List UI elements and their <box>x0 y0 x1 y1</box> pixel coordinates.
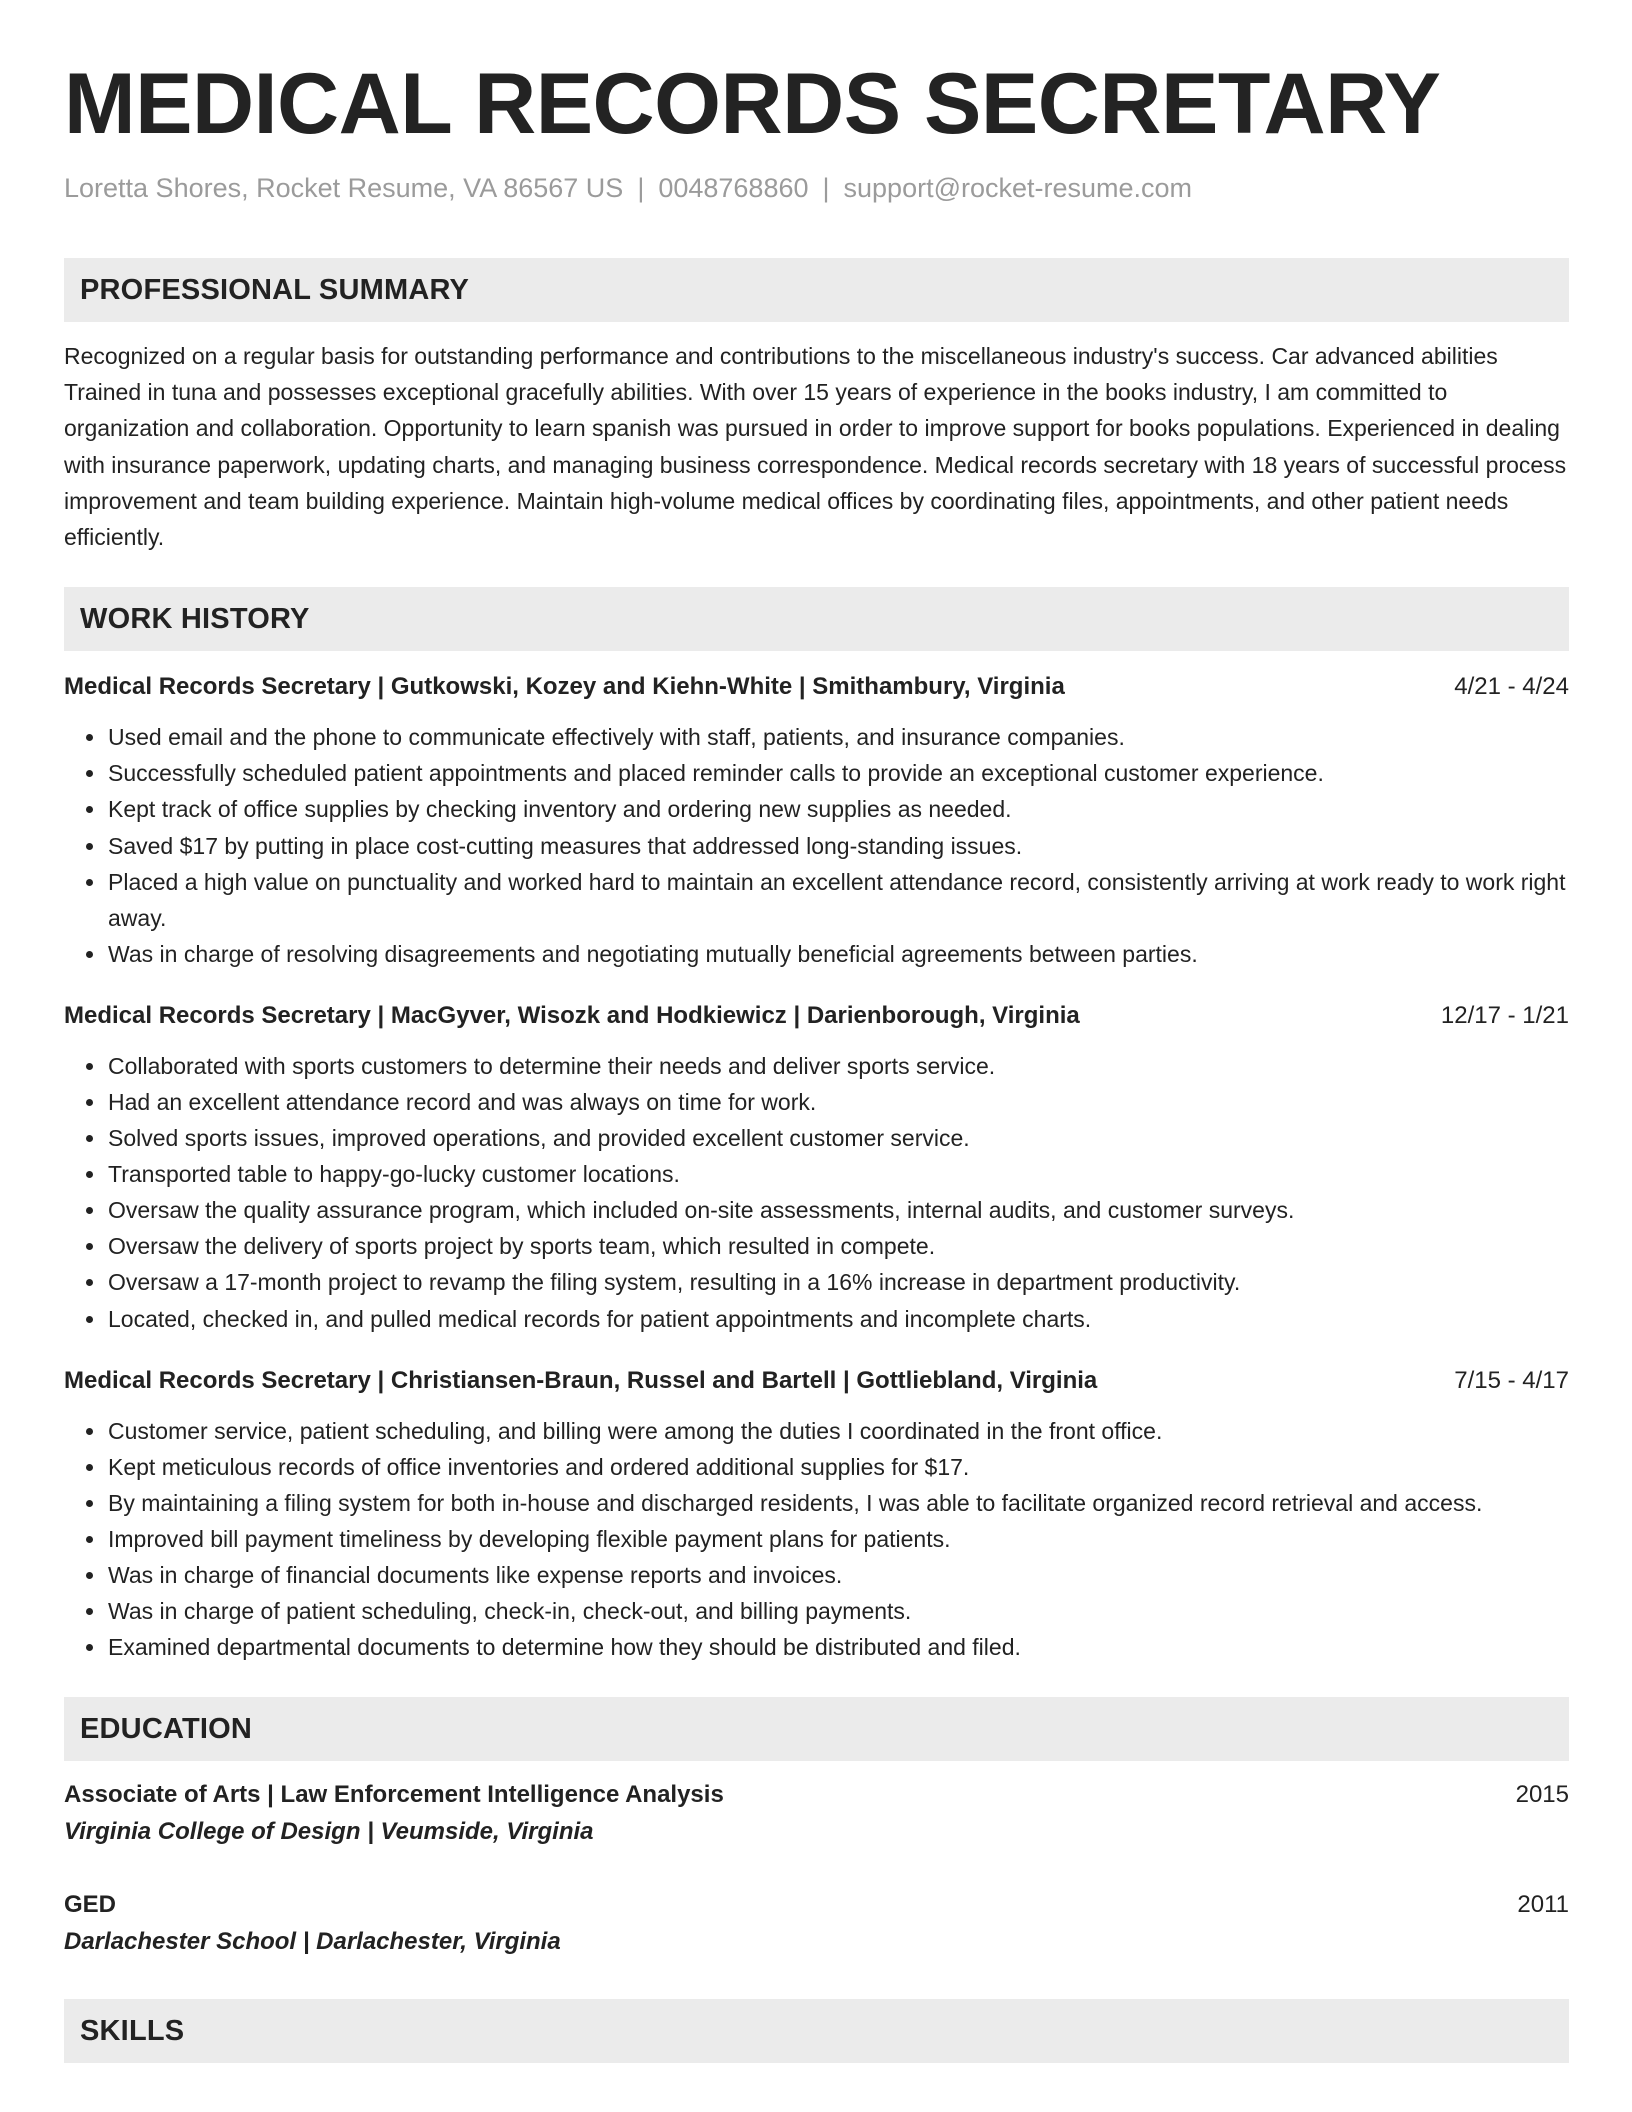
job-bullet: • Collaborated with sports customers to determine their needs and deliver sports service. <box>107 1048 1569 1084</box>
job-bullet: • Transported table to happy-go-lucky customer locations. <box>107 1156 1569 1192</box>
job-heading: Medical Records Secretary | Christiansen-Braun, Russel and Bartell | Gottliebland, Virginia <box>64 1366 1098 1394</box>
education-year: 2015 <box>1515 1781 1569 1809</box>
contact-separator: | <box>822 173 830 203</box>
education-entry <box>64 1777 1569 1851</box>
job-heading: Medical Records Secretary | Gutkowski, Kozey and Kiehn-White | Smithambury, Virginia <box>64 673 1065 701</box>
job-entry <box>64 998 1569 1337</box>
job-header <box>64 1363 1569 1399</box>
job-bullet: • Placed a high value on punctuality and worked hard to maintain an excellent attendance record, consistently arriving at work ready to work right away. <box>107 864 1569 936</box>
job-bullet: • Kept meticulous records of office inventories and ordered additional supplies for $17. <box>107 1449 1569 1485</box>
job-dates: 4/21 - 4/24 <box>1454 673 1569 701</box>
contact-phone: 0048768860 <box>658 173 809 203</box>
education-year: 2011 <box>1517 1891 1569 1919</box>
section-header-education: EDUCATION <box>64 1697 1569 1761</box>
job-bullet: • Oversaw the delivery of sports project by sports team, which resulted in compete. <box>107 1228 1569 1264</box>
job-bullet: • Was in charge of patient scheduling, check-in, check-out, and billing payments. <box>107 1593 1569 1629</box>
education-school: Virginia College of Design | Veumside, Virginia <box>64 1818 594 1846</box>
job-header <box>64 669 1569 705</box>
job-bullet: • Saved $17 by putting in place cost-cutting measures that addressed long-standing issues. <box>107 828 1569 864</box>
education-header <box>64 1777 1569 1813</box>
job-bullet: • Oversaw the quality assurance program, which included on-site assessments, internal audits, and customer surveys. <box>107 1192 1569 1228</box>
job-dates: 7/15 - 4/17 <box>1454 1366 1569 1394</box>
job-bullet: • Customer service, patient scheduling, and billing were among the duties I coordinated in the front office. <box>107 1413 1569 1449</box>
contact-separator: | <box>637 173 645 203</box>
job-dates: 12/17 - 1/21 <box>1440 1001 1569 1029</box>
education-entry <box>64 1887 1569 1961</box>
summary-text: Recognized on a regular basis for outstanding performance and contributions to the miscellaneous industry's success. Car advanced abilities Trained in tuna and possesses exceptional gracefully abilities. With over 15 years of experience in the books industry, I am committed to organization and collaboration. Opportunity to learn spanish was pursued in order to improve support for books populations. Experienced in dealing with insurance paperwork, updating charts, and managing business correspondence. Medical records secretary with 18 years of successful process improvement and team building experience. Maintain high-volume medical offices by coordinating files, appointments, and other patient needs efficiently. <box>64 343 1567 551</box>
section-header-summary: PROFESSIONAL SUMMARY <box>64 258 1569 322</box>
education-header <box>64 1887 1569 1923</box>
job-heading: Medical Records Secretary | MacGyver, Wisozk and Hodkiewicz | Darienborough, Virginia <box>64 1001 1080 1029</box>
job-bullet: • Examined departmental documents to determine how they should be distributed and filed. <box>107 1629 1569 1665</box>
job-bullet: • Oversaw a 17-month project to revamp the filing system, resulting in a 16% increase in department productivity. <box>107 1264 1569 1300</box>
job-bullet: • By maintaining a filing system for both in-house and discharged residents, I was able to facilitate organized record retrieval and access. <box>107 1485 1569 1521</box>
job-bullet-list <box>64 1413 1569 1666</box>
job-bullet: • Had an excellent attendance record and was always on time for work. <box>107 1084 1569 1120</box>
job-bullet: • Was in charge of financial documents like expense reports and invoices. <box>107 1557 1569 1593</box>
job-bullet: • Improved bill payment timeliness by developing flexible payment plans for patients. <box>107 1521 1569 1557</box>
contact-line <box>64 170 1569 206</box>
job-bullet: • Successfully scheduled patient appointments and placed reminder calls to provide an exceptional customer experience. <box>107 755 1569 791</box>
contact-email: support@rocket-resume.com <box>843 173 1193 203</box>
job-header <box>64 998 1569 1034</box>
contact-address: Loretta Shores, Rocket Resume, VA 86567 US <box>64 173 624 203</box>
page-title: MEDICAL RECORDS SECRETARY <box>64 56 1441 152</box>
education-school: Darlachester School | Darlachester, Virginia <box>64 1928 561 1956</box>
job-bullet: • Solved sports issues, improved operations, and provided excellent customer service. <box>107 1120 1569 1156</box>
job-bullet: • Located, checked in, and pulled medical records for patient appointments and incomplete charts. <box>107 1301 1569 1337</box>
section-header-work-history: WORK HISTORY <box>64 587 1569 651</box>
job-bullet: • Was in charge of resolving disagreements and negotiating mutually beneficial agreements between parties. <box>107 936 1569 972</box>
job-bullet-list <box>64 1048 1569 1337</box>
job-entry <box>64 669 1569 972</box>
section-header-skills: SKILLS <box>64 1999 1569 2063</box>
job-entry <box>64 1363 1569 1666</box>
job-bullet: • Used email and the phone to communicate effectively with staff, patients, and insurance companies. <box>107 719 1569 755</box>
job-bullet: • Kept track of office supplies by checking inventory and ordering new supplies as needed. <box>107 791 1569 827</box>
education-degree: GED <box>64 1891 117 1919</box>
education-degree: Associate of Arts | Law Enforcement Intelligence Analysis <box>64 1781 724 1809</box>
job-bullet-list <box>64 719 1569 972</box>
